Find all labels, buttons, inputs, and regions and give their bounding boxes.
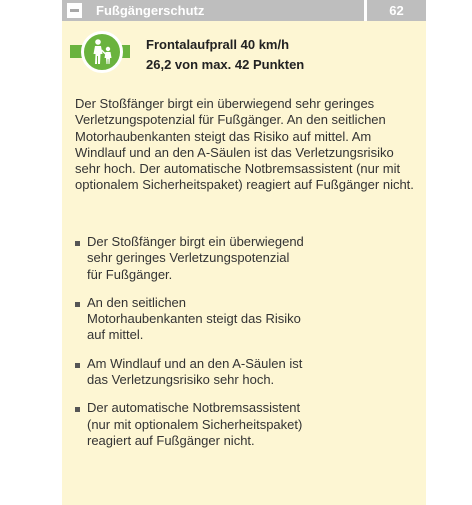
bullet-icon [75,241,80,246]
list-item [75,356,305,389]
pedestrian-icon [81,31,123,73]
pedestrian-figures-icon [87,37,117,67]
list-item-text: Der automatische Notbremsassistent (nur mit optionalem Sicherheitspaket) reagiert auf Fußgänger nicht. [87,400,303,448]
rating-test-label: Frontalaufprall 40 km/h [146,37,290,52]
rating-points-list [75,234,305,461]
list-item [75,234,305,283]
list-item-text: An den seitlichen Motorhaubenkanten steigt das Risiko auf mittel. [87,294,301,343]
list-item-text: Am Windlauf und an den A-Säulen ist das Verletzungsrisiko sehr hoch. [87,355,303,388]
bullet-icon [75,302,80,307]
rating-summary: Der Stoßfänger birgt ein überwiegend sehr geringes Verletzungspotenzial für Fußgänger. An den seitlichen Motorhaubenkanten steigt das Risiko auf mittel. Am Windlauf und an den A-Säulen ist das Verletzungsrisiko sehr hoch. Der automatische Notbremsassistent (nur mit optionalem Sicherheitspaket) reagiert auf Fußgänger nicht. [75,96,414,193]
bullet-icon [75,363,80,368]
list-item [75,400,305,449]
list-item-text: Der Stoßfänger birgt ein überwiegend sehr geringes Verletzungspotenzial für Fußgänger. [87,234,304,282]
bullet-icon [75,407,80,412]
collapse-button[interactable] [67,3,82,18]
minus-icon [70,9,79,12]
section-header[interactable] [62,0,426,21]
section-score: 62 [389,3,404,18]
list-item [75,295,305,344]
rating-points: 26,2 von max. 42 Punkten [146,57,305,72]
pedestrian-protection-panel [62,0,426,505]
section-title: Fußgängerschutz [96,3,205,18]
